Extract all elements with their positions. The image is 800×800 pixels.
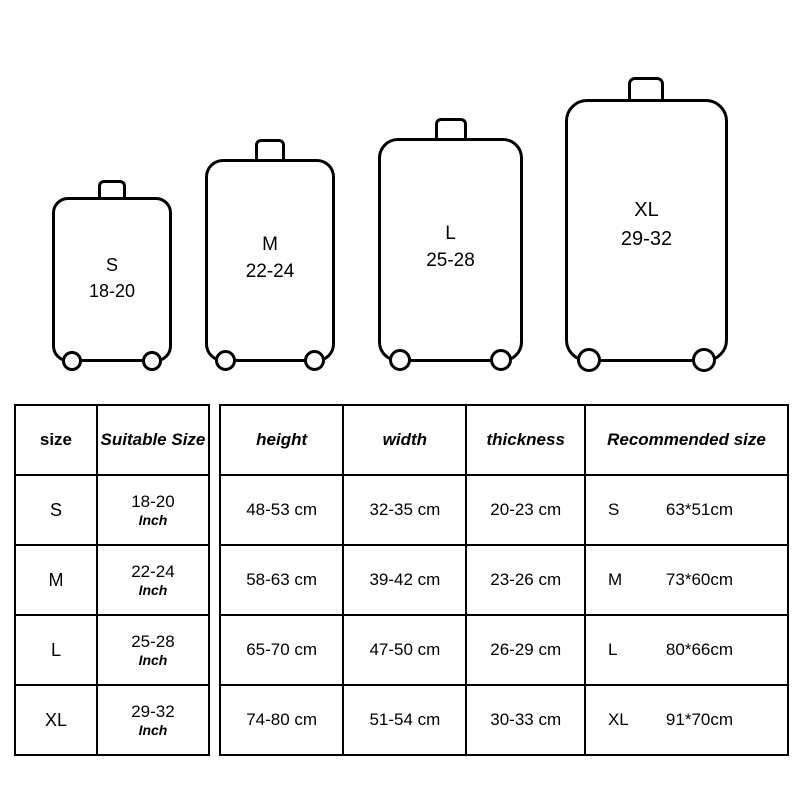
- table-row: [220, 475, 788, 545]
- cell-suitable-size: [97, 475, 209, 545]
- luggage-size-range: 18-20: [88, 280, 136, 301]
- table-row: [15, 545, 209, 615]
- cell-unit: Inch: [138, 512, 168, 528]
- cell-width: 39-42 cm: [343, 545, 466, 615]
- cell-size: XL: [15, 685, 97, 755]
- column-header-size: size: [15, 405, 97, 475]
- cell-rec-letter: XL: [607, 710, 629, 729]
- luggage-wheel-right-icon: [490, 349, 512, 371]
- luggage-size-range: 29-32: [620, 228, 673, 250]
- luggage-case-m: [205, 132, 335, 362]
- cell-thickness: 23-26 cm: [466, 545, 585, 615]
- cell-suitable-size: [97, 615, 209, 685]
- cell-suitable-size: [97, 685, 209, 755]
- cell-range: 25-28: [131, 632, 175, 651]
- column-header-height: height: [220, 405, 343, 475]
- luggage-label-xl: [565, 196, 728, 254]
- cell-rec-value: 73*60cm: [665, 570, 734, 589]
- cell-height: 58-63 cm: [220, 545, 343, 615]
- cell-range: 18-20: [131, 492, 175, 511]
- cell-rec-letter: L: [607, 640, 618, 659]
- dimension-table: [219, 404, 789, 756]
- luggage-size-letter: L: [445, 222, 456, 244]
- cell-width: 51-54 cm: [343, 685, 466, 755]
- cell-range: 22-24: [131, 562, 175, 581]
- cell-height: 48-53 cm: [220, 475, 343, 545]
- table-row: [220, 545, 788, 615]
- cell-recommended-size: [585, 545, 788, 615]
- luggage-wheel-left-icon: [389, 349, 411, 371]
- table-row: [15, 615, 209, 685]
- column-header-width: width: [343, 405, 466, 475]
- cell-width: 47-50 cm: [343, 615, 466, 685]
- luggage-size-letter: XL: [634, 199, 659, 221]
- luggage-size-range: 25-28: [426, 250, 475, 272]
- table-row: [15, 685, 209, 755]
- luggage-case-xl: [565, 72, 728, 362]
- cell-size: M: [15, 545, 97, 615]
- cell-recommended-size: [585, 615, 788, 685]
- table-row: [15, 475, 209, 545]
- column-header-thickness: thickness: [466, 405, 585, 475]
- cell-rec-value: 63*51cm: [665, 500, 734, 519]
- cell-rec-letter: S: [607, 500, 620, 519]
- luggage-size-range: 22-24: [245, 261, 295, 283]
- cell-size: L: [15, 615, 97, 685]
- luggage-size-letter: M: [262, 233, 278, 255]
- table-row: [220, 685, 788, 755]
- cell-size: S: [15, 475, 97, 545]
- column-header-suitable-size: Suitable Size: [97, 405, 209, 475]
- luggage-wheel-left-icon: [62, 351, 82, 371]
- cell-thickness: 30-33 cm: [466, 685, 585, 755]
- luggage-handle-icon: [435, 118, 467, 140]
- luggage-size-illustration: [0, 0, 800, 390]
- table-row: [220, 615, 788, 685]
- luggage-wheel-right-icon: [692, 348, 716, 372]
- luggage-wheel-left-icon: [577, 348, 601, 372]
- cell-thickness: 26-29 cm: [466, 615, 585, 685]
- cell-rec-value: 80*66cm: [665, 640, 734, 659]
- table-header-row: [220, 405, 788, 475]
- cell-rec-letter: M: [607, 570, 623, 589]
- cell-range: 29-32: [131, 702, 175, 721]
- cell-suitable-size: [97, 545, 209, 615]
- luggage-case-s: [52, 162, 172, 362]
- table-header-row: [15, 405, 209, 475]
- size-table: [14, 404, 210, 756]
- luggage-label-s: [52, 252, 172, 304]
- cell-unit: Inch: [138, 722, 168, 738]
- cell-unit: Inch: [138, 652, 168, 668]
- cell-height: 74-80 cm: [220, 685, 343, 755]
- cell-width: 32-35 cm: [343, 475, 466, 545]
- luggage-wheel-right-icon: [304, 350, 325, 371]
- luggage-handle-icon: [255, 139, 285, 161]
- cell-height: 65-70 cm: [220, 615, 343, 685]
- column-header-recommended-size: Recommended size: [585, 405, 788, 475]
- cell-thickness: 20-23 cm: [466, 475, 585, 545]
- cell-unit: Inch: [138, 582, 168, 598]
- cell-rec-value: 91*70cm: [665, 710, 734, 729]
- luggage-label-m: [205, 231, 335, 286]
- luggage-handle-icon: [628, 77, 664, 101]
- luggage-wheel-right-icon: [142, 351, 162, 371]
- luggage-size-letter: S: [105, 254, 118, 275]
- luggage-wheel-left-icon: [215, 350, 236, 371]
- luggage-label-l: [378, 220, 523, 275]
- cell-recommended-size: [585, 685, 788, 755]
- cell-recommended-size: [585, 475, 788, 545]
- luggage-case-l: [378, 112, 523, 362]
